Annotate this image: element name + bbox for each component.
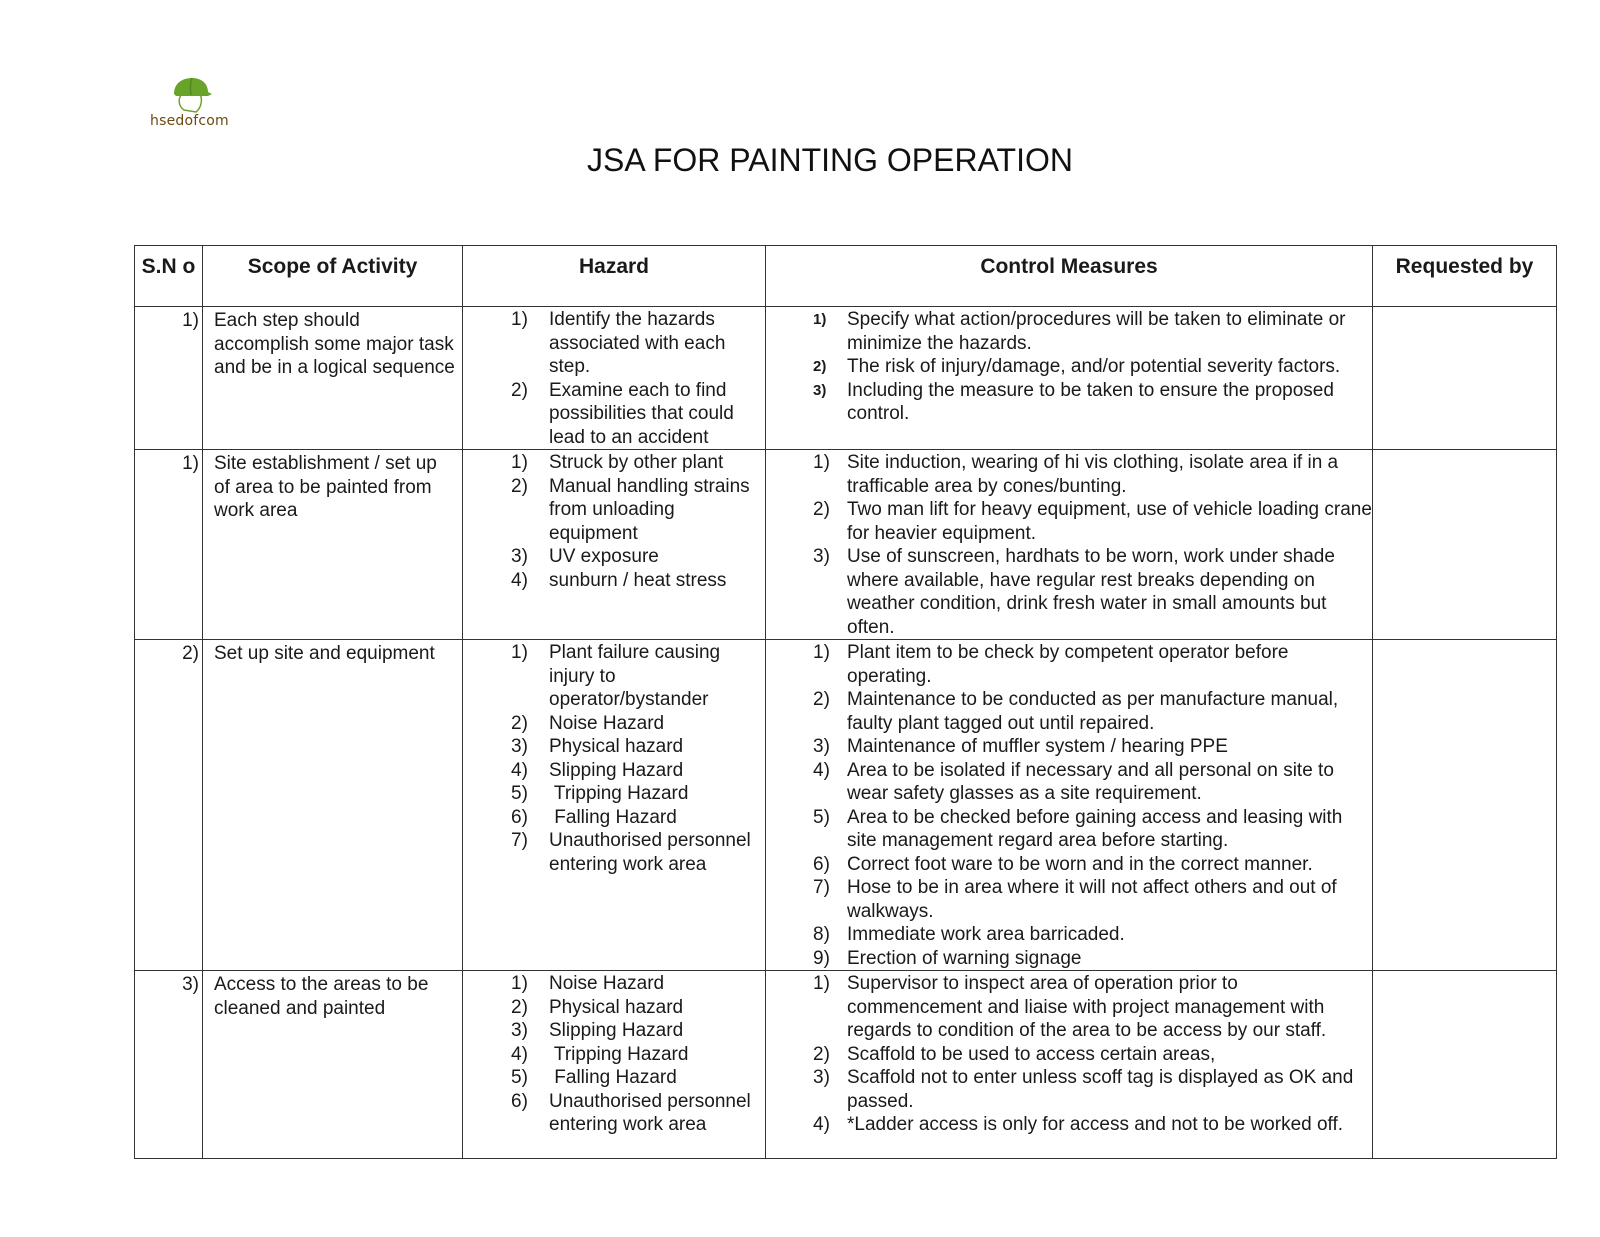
list-item: 2) The risk of injury/damage, and/or potential severity factors. xyxy=(813,356,1341,377)
list-item: 1) Site induction, wearing of hi vis clothing, isolate area if in a trafficable area by cones/bunting. xyxy=(813,452,1339,497)
header-control-measures: Control Measures xyxy=(766,246,1373,307)
list-item: 8) Immediate work area barricaded. xyxy=(813,924,1125,945)
list-item: 3) Slipping Hazard xyxy=(511,1020,684,1041)
company-logo xyxy=(150,76,240,132)
list-item: 3) Physical hazard xyxy=(511,736,684,757)
row-hazards xyxy=(463,640,766,971)
row-controls xyxy=(766,450,1373,640)
list-item: 2) Two man lift for heavy equipment, use of vehicle loading crane for heavier equipment. xyxy=(813,499,1372,544)
list-item: 3) Maintenance of muffler system / hearing PPE xyxy=(813,736,1228,757)
row-hazards xyxy=(463,971,766,1159)
row-controls xyxy=(766,307,1373,450)
list-item: 7) Unauthorised personnel entering work area xyxy=(511,830,751,875)
list-item: 1) Plant failure causing injury to operator/bystander xyxy=(511,642,721,710)
row-requested-by xyxy=(1373,307,1557,450)
row-controls xyxy=(766,640,1373,971)
header-sno: S.N o xyxy=(135,246,203,307)
header-hazard: Hazard xyxy=(463,246,766,307)
list-item: 7) Hose to be in area where it will not affect others and out of walkways. xyxy=(813,877,1337,922)
list-item: 3) UV exposure xyxy=(511,546,659,567)
list-item: 5) Falling Hazard xyxy=(511,1067,677,1088)
page-title: JSA FOR PAINTING OPERATION xyxy=(587,142,1073,178)
list-item: 1) Supervisor to inspect area of operation prior to commencement and liaise with project management with regards to condition of the area to be access by our staff. xyxy=(813,973,1327,1041)
list-item: 4) sunburn / heat stress xyxy=(511,569,727,591)
list-item: 4) Tripping Hazard xyxy=(511,1043,689,1065)
row-hazards xyxy=(463,450,766,640)
list-item: 4) Slipping Hazard xyxy=(511,759,684,781)
list-item: 3) Including the measure to be taken to ensure the proposed control. xyxy=(813,379,1334,424)
list-item: 2) Scaffold to be used to access certain areas, xyxy=(813,1043,1216,1065)
row-scope: Each step should accomplish some major task and be in a logical sequence xyxy=(203,307,463,450)
list-item: 3) Scaffold not to enter unless scoff tag is displayed as OK and passed. xyxy=(813,1067,1354,1112)
row-sno: 1) xyxy=(135,450,203,640)
list-item: 1) Struck by other plant xyxy=(511,452,724,473)
list-item: 9) Erection of warning signage xyxy=(813,947,1082,969)
row-scope: Set up site and equipment xyxy=(203,640,463,971)
list-item: 5) Area to be checked before gaining access and leasing with site management regard area before starting. xyxy=(813,806,1343,851)
header-scope: Scope of Activity xyxy=(203,246,463,307)
list-item: 6) Unauthorised personnel entering work area xyxy=(511,1090,751,1135)
logo-text: hsedofcom xyxy=(150,113,229,129)
row-requested-by xyxy=(1373,971,1557,1159)
list-item: 1) Noise Hazard xyxy=(511,973,665,994)
table-row xyxy=(135,450,1557,640)
list-item: 6) Falling Hazard xyxy=(511,806,677,828)
list-item: 3) Use of sunscreen, hardhats to be worn, work under shade where available, have regular rest breaks depending on weather condition, drink fresh water in small amounts but often. xyxy=(813,546,1335,638)
row-sno: 1) xyxy=(135,307,203,450)
list-item: 2) Manual handling strains from unloading equipment xyxy=(511,475,750,544)
list-item: 6) Correct foot ware to be worn and in the correct manner. xyxy=(813,853,1313,875)
hardhat-head-icon xyxy=(170,76,214,114)
row-controls xyxy=(766,971,1373,1159)
table-header-row xyxy=(135,246,1557,307)
list-item: 2) Noise Hazard xyxy=(511,712,665,734)
row-scope: Access to the areas to be cleaned and painted xyxy=(203,971,463,1159)
list-item: 4) Area to be isolated if necessary and all personal on site to wear safety glasses as a site requirement. xyxy=(813,759,1334,804)
list-item: 1) Plant item to be check by competent operator before operating. xyxy=(813,642,1289,687)
row-hazards xyxy=(463,307,766,450)
header-requested-by: Requested by xyxy=(1373,246,1557,307)
table-row xyxy=(135,307,1557,450)
list-item: 2) Maintenance to be conducted as per manufacture manual, faulty plant tagged out until repaired. xyxy=(813,689,1339,734)
row-requested-by xyxy=(1373,450,1557,640)
jsa-table xyxy=(134,245,1557,1159)
row-scope: Site establishment / set up of area to be painted from work area xyxy=(203,450,463,640)
list-item: 2) Examine each to find possibilities that could lead to an accident xyxy=(511,379,734,448)
table-row xyxy=(135,971,1557,1159)
row-requested-by xyxy=(1373,640,1557,971)
list-item: 5) Tripping Hazard xyxy=(511,783,689,804)
list-item: 4) *Ladder access is only for access and not to be worked off. xyxy=(813,1114,1344,1135)
row-sno: 2) xyxy=(135,640,203,971)
row-sno: 3) xyxy=(135,971,203,1159)
list-item: 1) Specify what action/procedures will be taken to eliminate or minimize the hazards. xyxy=(813,309,1346,354)
table-row xyxy=(135,640,1557,971)
list-item: 2) Physical hazard xyxy=(511,996,684,1018)
list-item: 1) Identify the hazards associated with each step. xyxy=(511,309,726,377)
